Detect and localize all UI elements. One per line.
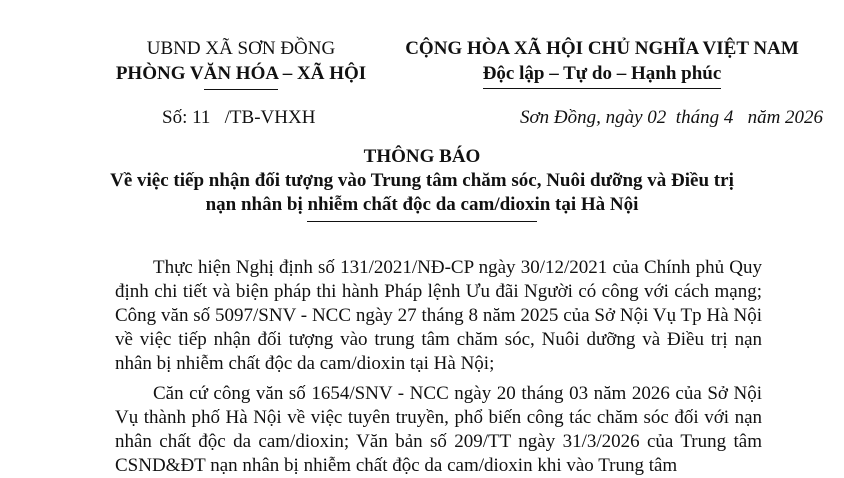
department-name: PHÒNG VĂN HÓA – XÃ HỘI [115,63,367,84]
document-title [60,145,784,222]
body-paragraph: Thực hiện Nghị định số 131/2021/NĐ-CP ngày 30/12/2021 của Chính phủ Quy định chi tiết và biện pháp thi hành Pháp lệnh Ưu đãi Người có công với cách mạng; Công văn số 5097/SNV - NCC ngày 27 tháng 8 năm 2025 của Sở Nội Vụ Tp Hà Nội về việc tiếp nhận đối tượng vào trung tâm chăm sóc, Nuôi dưỡng và Điều trị nạn nhân bị nhiễm chất độc da cam/dioxin tại Hà Nội; [115,257,762,374]
subject-line-1: Về việc tiếp nhận đối tượng vào Trung tâm chăm sóc, Nuôi dưỡng và Điều trị [110,170,734,191]
document-number: Số: 11 /TB-VHXH [162,107,316,128]
nation-name: CỘNG HÒA XÃ HỘI CHỦ NGHĨA VIỆT NAM [405,38,799,59]
place-and-date: Sơn Đồng, ngày 02 tháng 4 năm 2026 [520,107,824,128]
subject-line-2: nạn nhân bị nhiễm chất độc da cam/dioxin tại Hà Nội [205,194,639,215]
national-header [382,36,822,86]
body-paragraph: Căn cứ công văn số 1654/SNV - NCC ngày 20 tháng 03 năm 2026 của Sở Nội Vụ thành phố Hà Nội về việc tuyên truyền, phổ biến công tác chăm sóc đối với nạn nhân chất độc da cam/dioxin; Văn bản số 209/TT ngày 31/3/2026 của Trung tâm CSND&ĐT nạn nhân bị nhiễm chất độc da cam/dioxin khi vào Trung tâm [115,383,762,476]
document-type: THÔNG BÁO [363,146,481,167]
organization-name: UBND XÃ SƠN ĐỒNG [146,38,336,59]
national-motto: Độc lập – Tự do – Hạnh phúc [482,63,722,84]
subject-underline [307,221,537,222]
document-body [115,256,762,478]
issuing-agency-header [96,36,386,86]
